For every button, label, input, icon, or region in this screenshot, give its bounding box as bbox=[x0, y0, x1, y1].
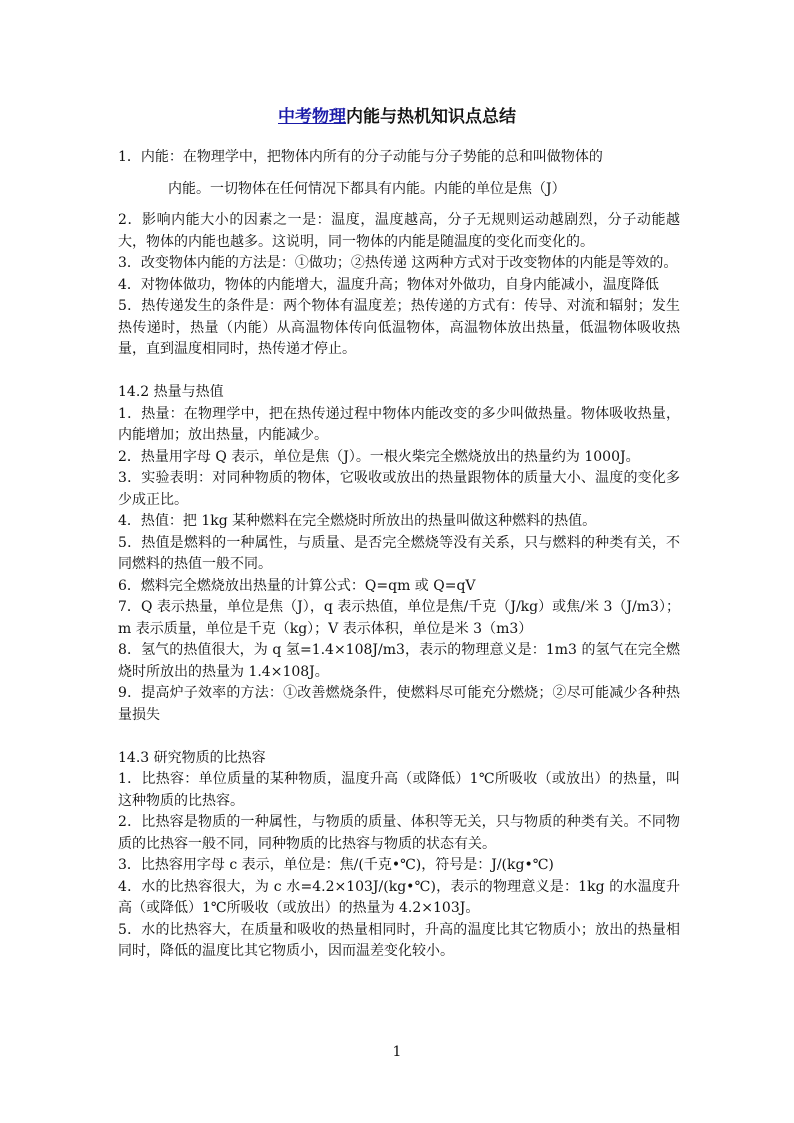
section3-item-3: 3．比热容用字母 c 表示，单位是：焦/(千克•℃)，符号是：J/(kg•℃) bbox=[118, 857, 554, 873]
intro-item-1-line1: 1．内能：在物理学中，把物体内所有的分子动能与分子势能的总和叫做物体的 bbox=[118, 149, 603, 165]
intro-item-2: 2．影响内能大小的因素之一是：温度，温度越高，分子无规则运动越剧烈，分子动能越大，物体的内能也越多。这说明，同一物体的内能是随温度的变化而变化的。 bbox=[118, 212, 680, 250]
title-rest: 内能与热机知识点总结 bbox=[346, 107, 516, 127]
section-heading-14-3: 14.3 研究物质的比热容 bbox=[118, 749, 266, 766]
section3-item-1: 1．比热容：单位质量的某种物质，温度升高（或降低）1℃所吸收（或放出）的热量，叫这种物质的比热容。 bbox=[118, 771, 680, 809]
intro-item-3: 3．改变物体内能的方法是：①做功；②热传递 这两种方式对于改变物体的内能是等效的。 bbox=[118, 255, 678, 271]
intro-item-4: 4．对物体做功，物体的内能增大，温度升高；物体对外做功，自身内能减小，温度降低 bbox=[118, 276, 659, 293]
title-link[interactable]: 中考物理 bbox=[278, 107, 346, 127]
section3-item-2: 2．比热容是物质的一种属性，与物质的质量、体积等无关，只与物质的种类有关。不同物质的比热容一般不同，同种物质的比热容与物质的状态有关。 bbox=[118, 814, 680, 852]
section2-item-5: 5．热值是燃料的一种属性，与质量、是否完全燃烧等没有关系，只与燃料的种类有关，不同燃料的热值一般不同。 bbox=[118, 534, 680, 572]
section2-item-9: 9．提高炉子效率的方法：①改善燃烧条件，使燃料尽可能充分燃烧；②尽可能减少各种热量损失 bbox=[118, 685, 680, 723]
section3-item-4: 4．水的比热容很大，为 c 水=4.2×103J/(kg•℃)，表示的物理意义是：1kg 的水温度升高（或降低）1℃所吸收（或放出）的热量为 4.2×103J。 bbox=[118, 878, 680, 916]
page-number: 1 bbox=[392, 1044, 402, 1060]
intro-item-1 bbox=[118, 147, 680, 200]
page-title bbox=[0, 105, 794, 129]
section2-item-8: 8．氢气的热值很大，为 q 氢=1.4×108J/m3，表示的物理意义是：1m3 的氢气在完全燃烧时所放出的热量为 1.4×108J。 bbox=[118, 642, 680, 680]
intro-item-1-line2: 内能。一切物体在任何情况下都具有内能。内能的单位是焦（J） bbox=[168, 180, 566, 197]
section2-item-2: 2．热量用字母 Q 表示，单位是焦（J）。一根火柴完全燃烧放出的热量约为 1000J。 bbox=[118, 448, 640, 465]
section-heading-14-2: 14.2 热量与热值 bbox=[118, 384, 224, 400]
section3-item-5: 5．水的比热容大，在质量和吸收的热量相同时，升高的温度比其它物质小；放出的热量相同时，降低的温度比其它物质小，因而温差变化较小。 bbox=[118, 921, 680, 959]
spacer bbox=[118, 726, 680, 748]
spacer bbox=[118, 361, 680, 383]
section2-item-4: 4．热值：把 1kg 某种燃料在完全燃烧时所放出的热量叫做这种燃料的热值。 bbox=[118, 513, 597, 529]
section2-item-6: 6．燃料完全燃烧放出热量的计算公式：Q=qm 或 Q=qV bbox=[118, 577, 476, 594]
section2-item-1: 1．热量：在物理学中，把在热传递过程中物体内能改变的多少叫做热量。物体吸收热量，内能增加；放出热量，内能减少。 bbox=[118, 405, 680, 443]
intro-item-5: 5．热传递发生的条件是：两个物体有温度差；热传递的方式有：传导、对流和辐射；发生热传递时，热量（内能）从高温物体传向低温物体，高温物体放出热量，低温物体吸收热量，直到温度相同时，热传递才停止。 bbox=[118, 298, 680, 357]
document-body bbox=[118, 147, 680, 963]
section2-item-3: 3．实验表明：对同种物质的物体，它吸收或放出的热量跟物体的质量大小、温度的变化多少成正比。 bbox=[118, 470, 680, 508]
section2-item-7: 7．Q 表示热量，单位是焦（J），q 表示热值，单位是焦/千克（J/kg）或焦/米 3（J/m3）；m 表示质量，单位是千克（kg）；V 表示体积，单位是米 3（m3） bbox=[118, 599, 680, 637]
